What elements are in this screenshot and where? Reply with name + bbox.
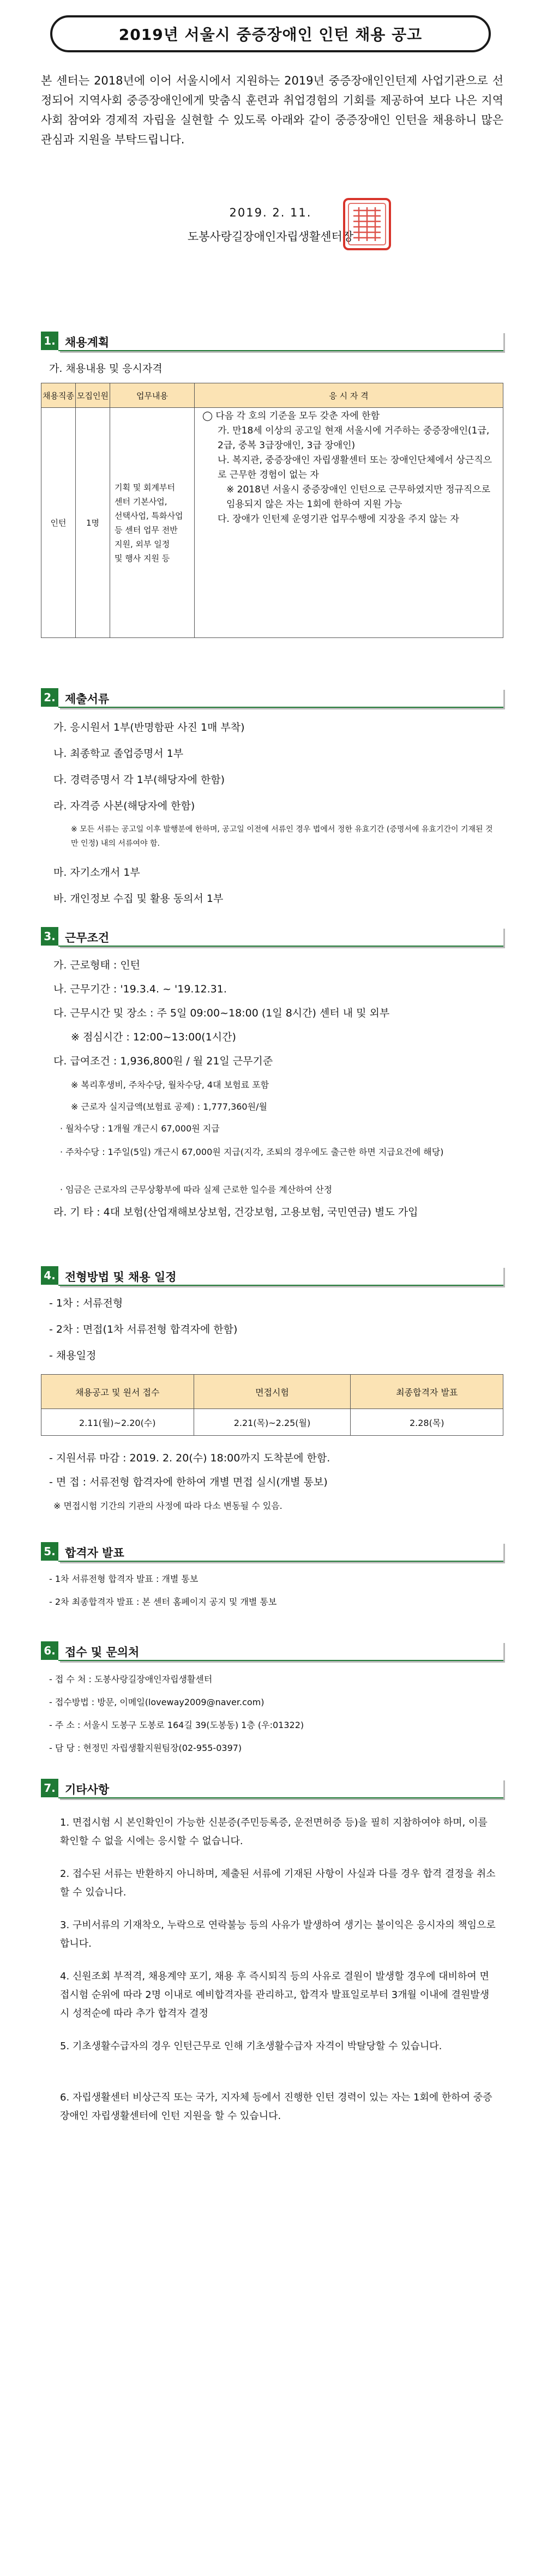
other-item: 1. 면접시험 시 본인확인이 가능한 신분증(주민등록증, 운전면허증 등)을 필히 지참하여야 하며, 이를 확인할 수 없을 시에는 응시할 수 없습니다. <box>60 1817 488 1847</box>
section-title: 기타사항 <box>65 1783 110 1796</box>
duty-line: 선택사업, 특화사업 <box>115 510 183 521</box>
duty-line: 지원, 외부 일정 <box>115 539 170 549</box>
official-seal <box>342 197 392 251</box>
duty-line: 등 센터 업무 전반 <box>115 525 178 535</box>
section-header-5 <box>41 1542 503 1561</box>
section-number: 3. <box>41 927 58 946</box>
section-title: 합격자 발표 <box>65 1546 124 1560</box>
section-title: 채용계획 <box>65 336 110 349</box>
recruitment-table <box>41 383 503 638</box>
table-header: 모집인원 <box>76 383 110 408</box>
contact-item: - 주 소 : 서울시 도봉구 도봉로 164길 39(도봉동) 1층 (우:01322) <box>49 1720 304 1730</box>
condition-note: · 주차수당 : 1주일(5일) 개근시 67,000원 지급(지각, 조퇴의 경우에도 출근한 하면 지급요건에 해당) <box>60 1147 444 1157</box>
qualification-line: 다. 장애가 인턴제 운영기관 업무수행에 지장을 주지 않는 자 <box>218 514 459 525</box>
section-header-3 <box>41 927 503 946</box>
table-cell: 2.28(목) <box>351 1409 503 1436</box>
condition-note: ※ 근로자 실지급액(보험료 공제) : 1,777,360원/월 <box>71 1102 267 1112</box>
section-header-6 <box>41 1641 503 1660</box>
condition-item: 다. 근무시간 및 장소 : 주 5일 09:00~18:00 (1일 8시간) 센터 내 및 외부 <box>53 1007 390 1019</box>
schedule-note: ※ 면접시험 기간의 기관의 사정에 따라 다소 변동될 수 있음. <box>53 1501 282 1511</box>
table-cell-job: 인턴 <box>41 408 76 638</box>
duty-line: 기획 및 회계부터 <box>115 482 175 492</box>
schedule-note: - 면 접 : 서류전형 합격자에 한하여 개별 면접 실시(개별 통보) <box>49 1476 328 1488</box>
notice-date: 2019. 2. 11. <box>229 206 312 219</box>
other-item: 2. 접수된 서류는 반환하지 아니하며, 제출된 서류에 기재된 사항이 사실과 다를 경우 합격 결정을 취소할 수 있습니다. <box>60 1868 496 1898</box>
table-cell: 2.11(월)~2.20(수) <box>41 1409 194 1436</box>
section-number: 6. <box>41 1641 58 1660</box>
duty-line: 센터 기본사업, <box>115 496 167 507</box>
duty-line: 및 행사 지원 등 <box>115 553 170 563</box>
other-item: 4. 신원조회 부적격, 채용계약 포기, 채용 후 즉시퇴직 등의 사유로 결원이 발생할 경우에 대비하여 면접시험 순위에 따라 2명 이내로 예비합격자를 관리하고, 합격자 발표일로부터 3개월 이내에 결원발생시 성적순에 따라 추가 합격자 결정 <box>60 1971 490 2019</box>
section-title: 근무조건 <box>65 931 110 944</box>
announcement-item: - 2차 최종합격자 발표 : 본 센터 홈페이지 공지 및 개별 통보 <box>49 1597 277 1607</box>
document-note: ※ 모든 서류는 공고일 이후 발행분에 한하며, 공고일 이전에 서류인 경우 법에서 정한 유효기간 (증명서에 유효기간이 기재된 것만 인정) 내의 서류여야 함. <box>71 825 493 848</box>
condition-item: 나. 근무기간 : '19.3.4. ~ '19.12.31. <box>53 983 227 995</box>
title-box <box>50 15 491 52</box>
table-header: 면접시험 <box>194 1375 351 1409</box>
document-item: 바. 개인정보 수집 및 활용 동의서 1부 <box>53 893 224 905</box>
document-item: 다. 경력증명서 각 1부(해당자에 한함) <box>53 774 225 786</box>
schedule-table <box>41 1374 503 1436</box>
organization-name: 도봉사랑길장애인자립생활센터장 <box>187 230 354 243</box>
document-item: 라. 자격증 사본(해당자에 한함) <box>53 800 195 812</box>
qualification-line: 나. 복지관, 중증장애인 자립생활센터 또는 장애인단체에서 상근직으로 근무한 경험이 없는 자 <box>218 455 492 480</box>
table-header: 최종합격자 발표 <box>351 1375 503 1409</box>
condition-note: ※ 복리후생비, 주차수당, 월차수당, 4대 보험료 포함 <box>71 1080 269 1090</box>
section-header-4 <box>41 1266 503 1285</box>
selection-step: - 1차 : 서류전형 <box>49 1297 123 1309</box>
qualification-line: 가. 만18세 이상의 공고일 현재 서울시에 거주하는 중증장애인(1급, 2급, 중복 3급장애인, 3급 장애인) <box>218 425 490 451</box>
table-header: 업무내용 <box>110 383 195 408</box>
condition-note: · 임금은 근로자의 근무상황부에 따라 실제 근로한 일수를 계산하여 산정 <box>60 1184 333 1195</box>
table-header: 응 시 자 격 <box>195 383 503 408</box>
condition-note: ※ 점심시간 : 12:00~13:00(1시간) <box>71 1031 236 1043</box>
section-number: 7. <box>41 1779 58 1797</box>
qualification-line: ※ 2018년 서울시 중증장애인 인턴으로 근무하였지만 정규직으로 임용되지 않은 자는 1회에 한하여 지원 가능 <box>226 484 491 510</box>
document-item: 마. 자기소개서 1부 <box>53 866 140 878</box>
section-title: 제출서류 <box>65 693 110 706</box>
section-header-1 <box>41 332 503 350</box>
section-number: 5. <box>41 1542 58 1561</box>
contact-item: - 담 당 : 현정민 자립생활지원팀장(02-955-0397) <box>49 1743 242 1753</box>
other-item: 3. 구비서류의 기재착오, 누락으로 연락불능 등의 사유가 발생하여 생기는 불이익은 응시자의 책임으로 합니다. <box>60 1919 496 1949</box>
table-header: 채용직종 <box>41 383 76 408</box>
table-header: 채용공고 및 원서 접수 <box>41 1375 194 1409</box>
other-item: 5. 기초생활수급자의 경우 인턴근무로 인해 기초생활수급자 자격이 박탈당할 수 있습니다. <box>60 2041 442 2052</box>
table-cell-qualifications <box>195 408 503 638</box>
page-title: 2019년 서울시 중증장애인 인턴 채용 공고 <box>118 26 423 44</box>
condition-note: · 월차수당 : 1개월 개근시 67,000원 지급 <box>60 1123 220 1134</box>
section-title: 전형방법 및 채용 일정 <box>65 1271 177 1284</box>
contact-item: - 접 수 처 : 도봉사랑길장애인자립생활센터 <box>49 1674 213 1684</box>
section-title: 접수 및 문의처 <box>65 1646 140 1659</box>
table-cell-count: 1명 <box>76 408 110 638</box>
qualification-line: ◯ 다음 각 호의 기준을 모두 갖춘 자에 한함 <box>202 411 380 422</box>
schedule-note: - 지원서류 마감 : 2019. 2. 20(수) 18:00까지 도착분에 한함. <box>49 1452 330 1464</box>
table-cell: 2.21(목)~2.25(월) <box>194 1409 351 1436</box>
announcement-item: - 1차 서류전형 합격자 발표 : 개별 통보 <box>49 1574 199 1584</box>
section-number: 2. <box>41 688 58 707</box>
intro-paragraph: 본 센터는 2018년에 이어 서울시에서 지원하는 2019년 중증장애인인턴제 사업기관으로 선정되어 지역사회 중증장애인에게 맞춤식 훈련과 취업경험의 기회를 제공하여 보다 나은 지역사회 참여와 경제적 자립을 실현할 수 있도록 아래와 같이 중증장애인 인턴을 채용하니 많은 관심과 지원을 부탁드립니다. <box>41 74 503 146</box>
selection-step: - 채용일정 <box>49 1350 97 1362</box>
subheading: 가. 채용내용 및 응시자격 <box>49 363 163 375</box>
condition-item: 가. 근로형태 : 인턴 <box>53 959 141 971</box>
section-number: 4. <box>41 1266 58 1285</box>
section-header-7 <box>41 1779 503 1797</box>
table-cell-duties <box>110 408 195 638</box>
selection-step: - 2차 : 면접(1차 서류전형 합격자에 한함) <box>49 1323 238 1335</box>
condition-item: 다. 급여조건 : 1,936,800원 / 월 21일 근무기준 <box>53 1055 273 1067</box>
section-header-2 <box>41 688 503 707</box>
other-item: 6. 자립생활센터 비상근직 또는 국가, 지자체 등에서 진행한 인턴 경력이 있는 자는 1회에 한하여 중증장애인 자립생활센터에 인턴 지원을 할 수 있습니다. <box>60 2092 492 2122</box>
document-item: 나. 최종학교 졸업증명서 1부 <box>53 748 184 760</box>
document-item: 가. 응시원서 1부(반명함판 사진 1매 부착) <box>53 721 245 733</box>
contact-item: - 접수방법 : 방문, 이메일(loveway2009@naver.com) <box>49 1697 265 1707</box>
condition-item: 라. 기 타 : 4대 보험(산업재해보상보험, 건강보험, 고용보험, 국민연금) 별도 가입 <box>53 1206 418 1218</box>
section-number: 1. <box>41 332 58 350</box>
